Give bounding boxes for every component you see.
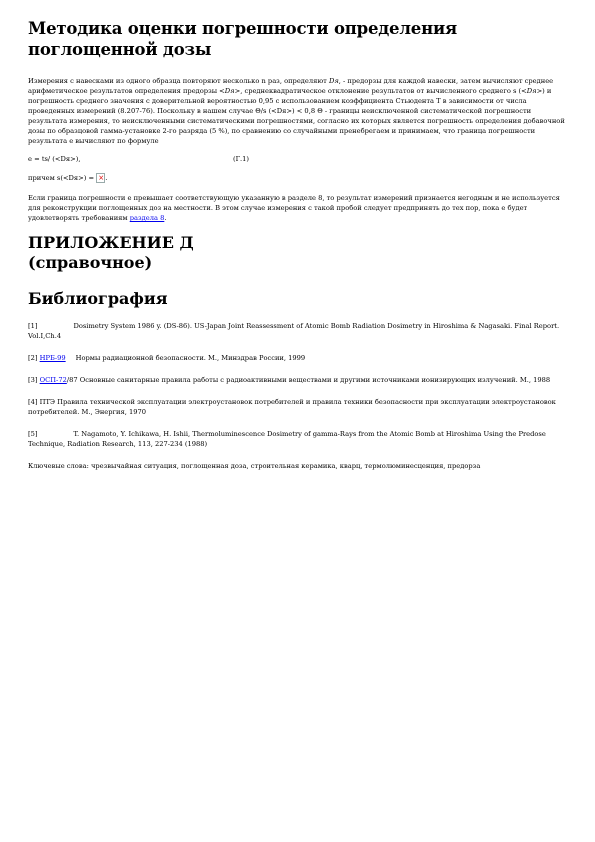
para2-text: Если граница погрешности е превышает соответствующую указанную в разделе 8, то результат измерений признается негодным и не используется для реконструкции поглощенных доз на местности. В этом случае измерения с такой пробой следует предпринять до тех пор, пока е будет удовлетворять требованиям — [28, 194, 560, 222]
formula-sub-line — [28, 173, 568, 183]
para2-end: . — [164, 214, 167, 222]
bib-text: Dosimetry System 1986 y. (DS-86). US-Japan Joint Reassessment of Atomic Bomb Radiation Dosimetry in Hiroshima & Nagasaki. Final Report. Vol.I,Ch.4 — [28, 322, 560, 340]
bibliography-item — [28, 397, 568, 417]
bibliography-title: Библиография — [28, 289, 168, 308]
para1-theta-expression: Θ/s (<Dя>) < 0,8 Θ — [255, 107, 323, 115]
bibliography-item — [28, 321, 568, 341]
para1-text-2: , - предорзы для каждой навески, затем вычисляют среднее арифметическое результатов определения предорзы < — [28, 77, 554, 95]
dose-symbol: Dя — [329, 77, 339, 85]
osp-72-link[interactable]: ОСП-72 — [39, 376, 67, 384]
formula-number: (Г.1) — [233, 155, 250, 163]
appendix-heading — [28, 233, 568, 273]
bib-text: ПТЭ Правила технической эксплуатации электроустановок потребителей и правила техники безопасности при эксплуатации электроустановок потребителей. М., Энергия, 1970 — [28, 398, 556, 416]
bibliography-item — [28, 353, 568, 363]
error-limit-paragraph — [28, 193, 568, 223]
appendix-subtitle: (справочное) — [28, 253, 153, 272]
keywords-line: Ключевые слова: чрезвычайная ситуация, поглощенная доза, строительная керамика, кварц, термолюминесценция, предорза — [28, 462, 481, 470]
para1-text-5: - границы неисключенной систематической погрешности результата измерения, то неисключенными систематическими погрешностями, согласно их которых является погрешность определения добавочной дозы по образцовой гамма-установке 2-го разряда (5 %), по сравнению со случайными пренебрегаем и принимаем, что граница погрешности результата е вычисляют по формуле — [28, 107, 565, 145]
method-paragraph — [28, 76, 568, 146]
para1-text-1: Измерения с навесками из одного образца повторяют несколько n раз, определяют — [28, 77, 329, 85]
dose-symbol: Dя — [526, 87, 537, 95]
section-8-link[interactable]: раздела 8 — [129, 214, 165, 222]
para1-text-4: >) и погрешность среднего значения с доверительной вероятностью 0,95 с использованием коэффициента Стьюдента T в зависимости от числа проведенных измерений (8.207-76). Поскольку в нашем случае — [28, 87, 552, 115]
formula-sub-text: причем s(<Dя>) = — [28, 174, 97, 182]
bibliography-item — [28, 429, 568, 449]
bib-number: [1] — [28, 322, 38, 330]
bib-number: [2] — [28, 354, 38, 362]
bib-text: T. Nagamoto, Y. Ichikawa, H. Ishii, Thermoluminescence Dosimetry of gamma-Rays from the Atomic Bomb at Hiroshima Using the Predose Technique, Radiation Research, 113, 227-234 (1988) — [28, 430, 546, 448]
broken-image-icon — [96, 173, 108, 183]
bib-number: [3] — [28, 376, 38, 384]
formula-expression: e = ts/ (<Dя>), — [28, 155, 81, 163]
nrb-99-link[interactable]: НРБ-99 — [39, 354, 66, 362]
formula-sub-end: . — [105, 174, 108, 182]
page-title: Методика оценки погрешности определения поглощенной дозы — [28, 19, 457, 59]
bib-text: Нормы радиационной безопасности. М., Минздрав России, 1999 — [75, 354, 306, 362]
dose-symbol: Dя — [224, 87, 235, 95]
bib-number: [5] — [28, 430, 38, 438]
bib-number: [4] — [28, 398, 38, 406]
document-page — [28, 18, 568, 471]
bibliography-item — [28, 375, 568, 385]
formula-line — [28, 154, 568, 164]
para1-text-3: >, среднеквадратическое отклонение результатов от вычисленного среднего s (< — [234, 87, 527, 95]
bib-text: /87 Основные санитарные правила работы с радиоактивными веществами и другими источниками ионизирующих излучений. М., 1988 — [66, 376, 551, 384]
appendix-title: ПРИЛОЖЕНИЕ Д — [28, 233, 194, 252]
bibliography-list — [28, 321, 568, 449]
